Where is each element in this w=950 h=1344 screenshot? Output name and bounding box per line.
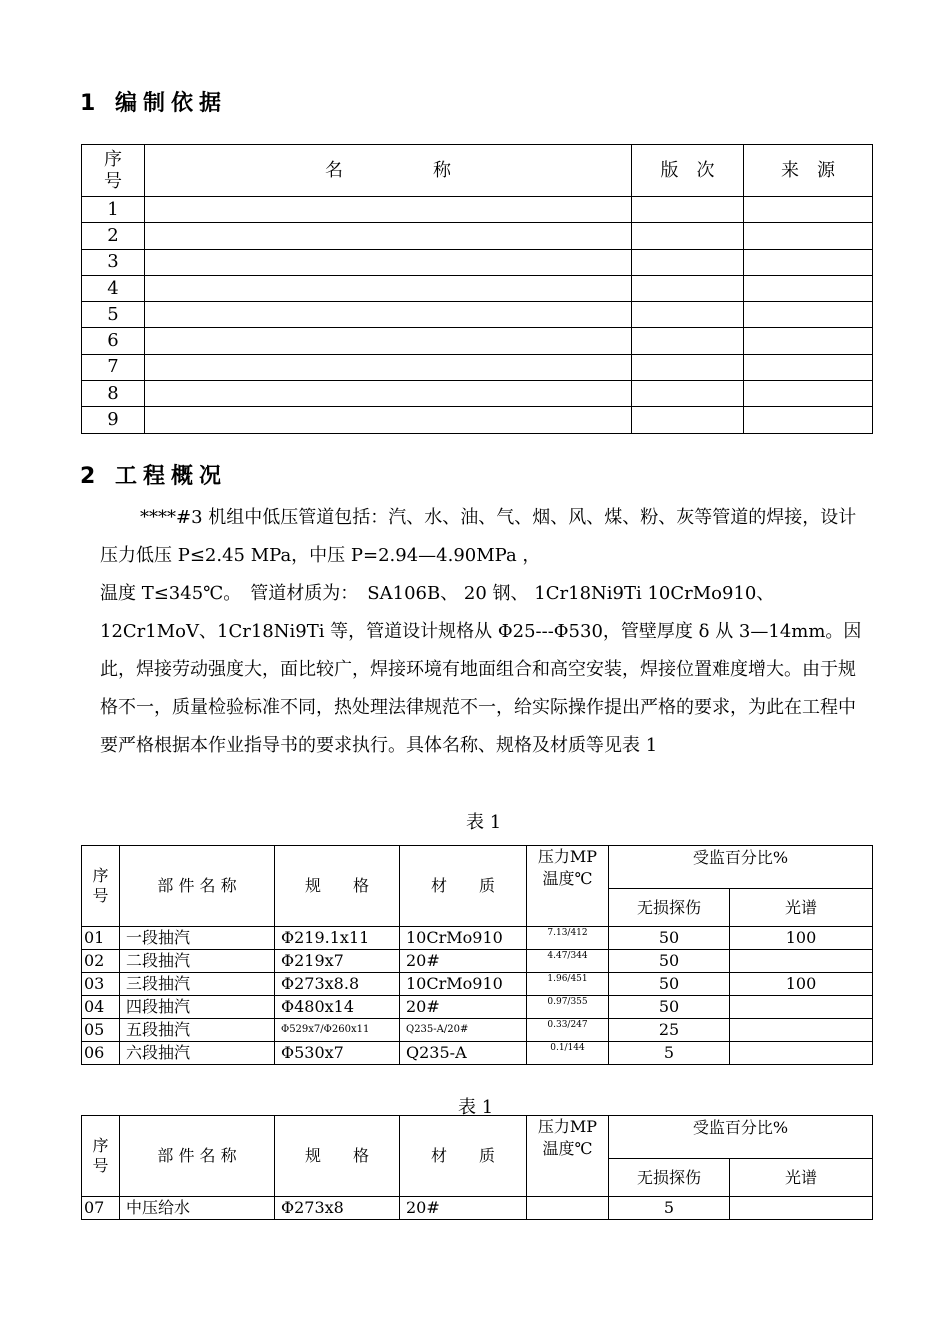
row-pressure-temp: 0.97/355 [527,996,609,1019]
pipe-table-header [82,846,873,889]
row-seq: 04 [82,996,120,1019]
header-ndt: 无损探伤 [609,1159,730,1197]
row-seq: 4 [82,275,145,301]
row-seq: 05 [82,1019,120,1042]
row-ndt: 50 [609,973,730,996]
row-seq: 9 [82,407,145,433]
overview-paragraph-2: 温度 T≤345℃。 管道材质为： SA106B、 20 钢、 1Cr18Ni9Ti 10CrMo910、12Cr1MoV、1Cr18Ni9Ti 等，管道设计规格从 Φ25---Φ530，管壁厚度 δ 从 3—14mm。因此，焊接劳动强度大，面比较广，焊接环境有地面组合和高空安装，焊接位置难度增大。由于规格不一，质量检验标准不同，热处理法律规范不一，给实际操作提出严格的要求，为此在工程中要严格根据本作业指导书的要求执行。具体名称、规格及材质等见表 1 [100,583,862,756]
row-seq: 3 [82,249,145,275]
row-material: 20# [400,996,527,1019]
row-material: 20# [400,1197,527,1220]
table-row [82,328,873,354]
row-name: 四段抽汽 [120,996,275,1019]
row-seq: 07 [82,1197,120,1220]
row-spec: Φ530x7 [275,1042,400,1065]
header-inspection-percent: 受监百分比% [609,1116,873,1159]
section1-title: 1 编制依据 [80,91,227,116]
row-ndt: 25 [609,1019,730,1042]
row-name: 一段抽汽 [120,927,275,950]
row-seq: 02 [82,950,120,973]
row-spec: Φ219.1x11 [275,927,400,950]
header-spectrum: 光谱 [730,889,873,927]
header-spec: 规 格 [275,1116,400,1197]
row-material: 10CrMo910 [400,973,527,996]
table-row [82,973,873,996]
row-ndt: 5 [609,1042,730,1065]
header-part-name: 部 件 名 称 [120,1116,275,1197]
row-seq: 1 [82,197,145,223]
table-row [82,223,873,249]
table-row [82,354,873,380]
row-name: 二段抽汽 [120,950,275,973]
overview-paragraph-1: ****#3 机组中低压管道包括：汽、水、油、气、烟、风、煤、粉、灰等管道的焊接，设计压力低压 P≤2.45 MPa，中压 P=2.94—4.90MPa ， [100,507,857,566]
header-ndt: 无损探伤 [609,889,730,927]
header-material: 材 质 [400,846,527,927]
pipe-table-header [82,1116,873,1159]
header-pressure-temp: 压力MP温度℃ [527,1116,609,1197]
row-spectrum: 100 [730,927,873,950]
row-seq: 8 [82,381,145,407]
row-name: 三段抽汽 [120,973,275,996]
row-pressure-temp: 0.1/144 [527,1042,609,1065]
table-row [82,275,873,301]
header-seq: 序号 [82,1116,120,1197]
table1-caption: 表 1 [466,812,502,833]
header-spec: 规 格 [275,846,400,927]
table-row [82,197,873,223]
row-pressure-temp: 0.33/247 [527,1019,609,1042]
reference-table-header [82,145,873,197]
table-row [82,407,873,433]
row-name: 中压给水 [120,1197,275,1220]
table-row [82,381,873,407]
row-seq: 5 [82,302,145,328]
row-seq: 01 [82,927,120,950]
row-pressure-temp: 4.47/344 [527,950,609,973]
header-spectrum: 光谱 [730,1159,873,1197]
header-part-name: 部 件 名 称 [120,846,275,927]
pipe-table-1 [81,845,873,1065]
row-material: 10CrMo910 [400,927,527,950]
header-source: 来 源 [744,145,873,197]
header-seq: 序号 [82,145,145,197]
row-spec: Φ273x8 [275,1197,400,1220]
row-pressure-temp [527,1197,609,1220]
row-spec: Φ480x14 [275,996,400,1019]
row-spec: Φ273x8.8 [275,973,400,996]
table2-caption: 表 1 [458,1097,494,1118]
row-pressure-temp: 7.13/412 [527,927,609,950]
table-row [82,927,873,950]
row-ndt: 50 [609,996,730,1019]
row-spec: Φ529x7/Φ260x11 [275,1019,400,1042]
row-spectrum [730,950,873,973]
row-seq: 06 [82,1042,120,1065]
row-spectrum [730,1042,873,1065]
header-material: 材 质 [400,1116,527,1197]
reference-table [81,144,873,434]
row-spectrum [730,1019,873,1042]
table-row [82,996,873,1019]
row-seq: 7 [82,354,145,380]
row-seq: 03 [82,973,120,996]
row-material: 20# [400,950,527,973]
table-row [82,950,873,973]
row-material: Q235-A [400,1042,527,1065]
header-pressure-temp: 压力MP温度℃ [527,846,609,927]
row-seq: 6 [82,328,145,354]
header-version: 版 次 [632,145,744,197]
header-inspection-percent: 受监百分比% [609,846,873,889]
table-row [82,1019,873,1042]
row-ndt: 5 [609,1197,730,1220]
row-spectrum [730,1197,873,1220]
header-seq: 序号 [82,846,120,927]
row-seq: 2 [82,223,145,249]
table-row [82,249,873,275]
pipe-table-2 [81,1115,873,1220]
row-spectrum: 100 [730,973,873,996]
table-row [82,1042,873,1065]
row-ndt: 50 [609,950,730,973]
row-spec: Φ219x7 [275,950,400,973]
header-name: 名 称 [145,145,632,197]
row-pressure-temp: 1.96/451 [527,973,609,996]
table-row [82,1197,873,1220]
row-spectrum [730,996,873,1019]
section2-title: 2 工程概况 [80,464,227,489]
table-row [82,302,873,328]
row-ndt: 50 [609,927,730,950]
row-name: 六段抽汽 [120,1042,275,1065]
project-overview [100,499,865,765]
row-material: Q235-A/20# [400,1019,527,1042]
row-name: 五段抽汽 [120,1019,275,1042]
